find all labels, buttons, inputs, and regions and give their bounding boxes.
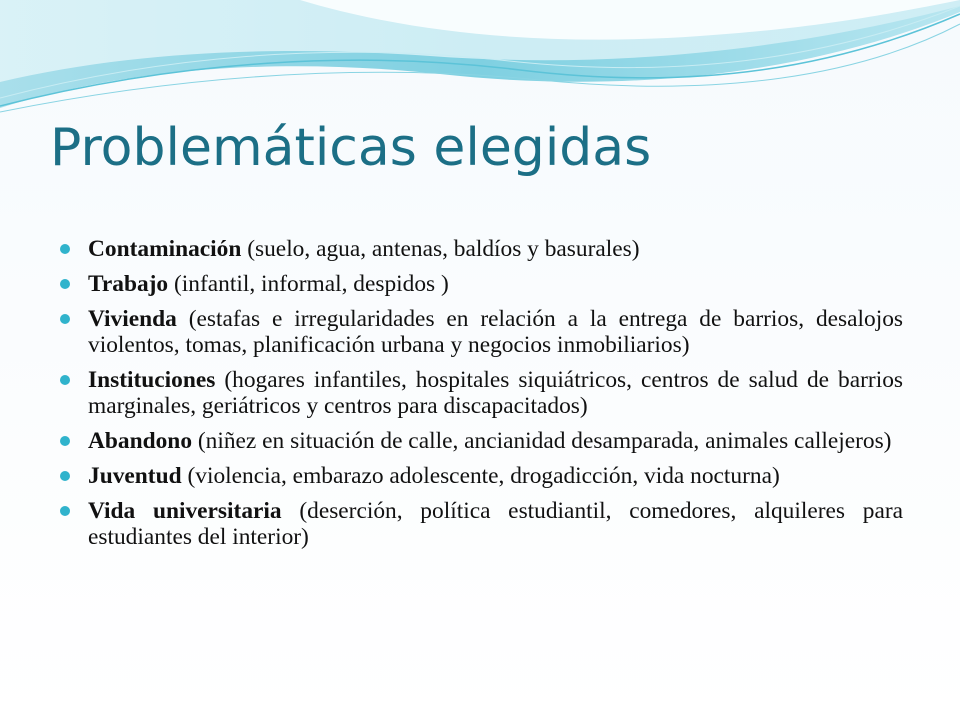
- bullet-detail: (violencia, embarazo adolescente, drogadicción, vida nocturna): [187, 463, 780, 489]
- list-item: [60, 428, 903, 454]
- slide-title: Problemáticas elegidas: [50, 118, 652, 178]
- bullet-dot-icon: [60, 279, 70, 289]
- list-item: [60, 306, 903, 358]
- bullet-term: Instituciones: [88, 367, 216, 393]
- bullet-dot-icon: [60, 436, 70, 446]
- wave-header-decoration: [0, 0, 960, 120]
- bullet-detail: (hogares infantiles, hospitales siquiátricos, centros de salud de barrios marginales, geriátricos y centros para discapacitados): [88, 367, 903, 419]
- bullet-dot-icon: [60, 506, 70, 516]
- bullet-detail: (infantil, informal, despidos ): [174, 271, 449, 297]
- list-item: [60, 463, 903, 489]
- list-item: [60, 367, 903, 419]
- bullet-dot-icon: [60, 471, 70, 481]
- bullet-term: Juventud: [88, 463, 182, 489]
- bullet-dot-icon: [60, 314, 70, 324]
- bullet-detail: (deserción, política estudiantil, comedores, alquileres para estudiantes del interior): [88, 498, 903, 550]
- bullet-detail: (suelo, agua, antenas, baldíos y basurales): [247, 236, 640, 262]
- bullet-term: Abandono: [88, 428, 193, 454]
- list-item: [60, 271, 903, 297]
- bullet-detail: (niñez en situación de calle, ancianidad desamparada, animales callejeros): [197, 428, 892, 454]
- bullet-term: Contaminación: [88, 236, 242, 262]
- list-item: [60, 236, 903, 262]
- bullet-term: Trabajo: [88, 271, 169, 297]
- bullet-list: [60, 236, 903, 559]
- list-item: [60, 498, 903, 550]
- bullet-term: Vivienda: [88, 306, 177, 332]
- bullet-detail: (estafas e irregularidades en relación a la entrega de barrios, desalojos violentos, tomas, planificación urbana y negocios inmobiliarios): [88, 306, 903, 358]
- bullet-dot-icon: [60, 375, 70, 385]
- bullet-term: Vida universitaria: [88, 498, 282, 524]
- bullet-dot-icon: [60, 244, 70, 254]
